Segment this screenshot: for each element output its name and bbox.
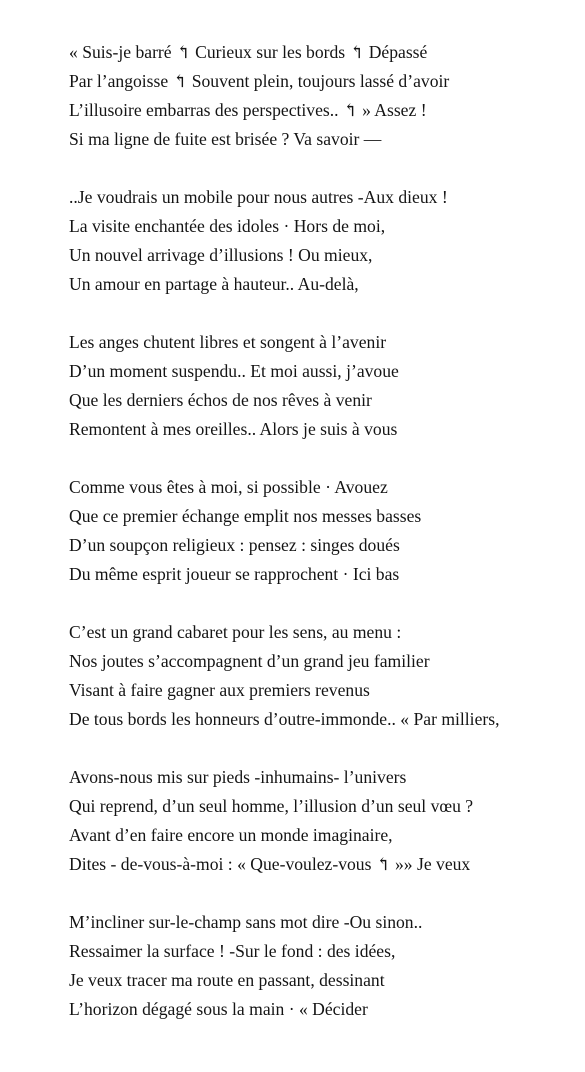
poem-line: Remontent à mes oreilles.. Alors je suis à vous [69, 419, 398, 439]
poem-line: De tous bords les honneurs d’outre-immonde.. « Par milliers, [69, 709, 500, 729]
stanza-2 [69, 183, 585, 299]
poem-line: Que ce premier échange emplit nos messes basses [69, 506, 422, 526]
poem-line: D’un soupçon religieux : pensez : singes doués [69, 535, 400, 555]
poem-line: Je veux tracer ma route en passant, dessinant [69, 970, 385, 990]
poem-line: Les anges chutent libres et songent à l’avenir [69, 332, 387, 352]
poem-line: Comme vous êtes à moi, si possible · Avouez [69, 477, 388, 497]
poem-line: D’un moment suspendu.. Et moi aussi, j’avoue [69, 361, 399, 381]
poem-line: ..Je voudrais un mobile pour nous autres -Aux dieux ! [69, 187, 448, 207]
poem-line: Ressaimer la surface ! -Sur le fond : des idées, [69, 941, 396, 961]
stanza-5 [69, 618, 585, 734]
poem-line: Du même esprit joueur se rapprochent · Ici bas [69, 564, 400, 584]
poem-line: Un amour en partage à hauteur.. Au-delà, [69, 274, 359, 294]
stanza-6 [69, 763, 585, 879]
poem-line: La visite enchantée des idoles · Hors de moi, [69, 216, 386, 236]
poem-line: L’horizon dégagé sous la main · « Décider [69, 999, 368, 1019]
poem-line: Par l’angoisse ↰ Souvent plein, toujours lassé d’avoir [69, 71, 450, 91]
poem-line: Dites - de-vous-à-moi : « Que-voulez-vous ↰ »» Je veux [69, 854, 471, 874]
poem-line: Avons-nous mis sur pieds -inhumains- l’univers [69, 767, 407, 787]
stanza-3 [69, 328, 585, 444]
stanza-1 [69, 38, 585, 154]
poem-line: Si ma ligne de fuite est brisée ? Va savoir — [69, 129, 382, 149]
poem-line: Nos joutes s’accompagnent d’un grand jeu familier [69, 651, 430, 671]
stanza-4 [69, 473, 585, 589]
poem-line: Qui reprend, d’un seul homme, l’illusion d’un seul vœu ? [69, 796, 474, 816]
poem-line: Un nouvel arrivage d’illusions ! Ou mieux, [69, 245, 373, 265]
poem-line: Avant d’en faire encore un monde imaginaire, [69, 825, 393, 845]
poem-line: « Suis-je barré ↰ Curieux sur les bords ↰ Dépassé [69, 42, 428, 62]
poem-line: M’incliner sur-le-champ sans mot dire -Ou sinon.. [69, 912, 423, 932]
poem-line: Que les derniers échos de nos rêves à venir [69, 390, 372, 410]
poem-line: C’est un grand cabaret pour les sens, au menu : [69, 622, 402, 642]
stanza-7 [69, 908, 585, 1024]
poem-line: L’illusoire embarras des perspectives.. ↰ » Assez ! [69, 100, 427, 120]
poem-line: Visant à faire gagner aux premiers revenus [69, 680, 370, 700]
